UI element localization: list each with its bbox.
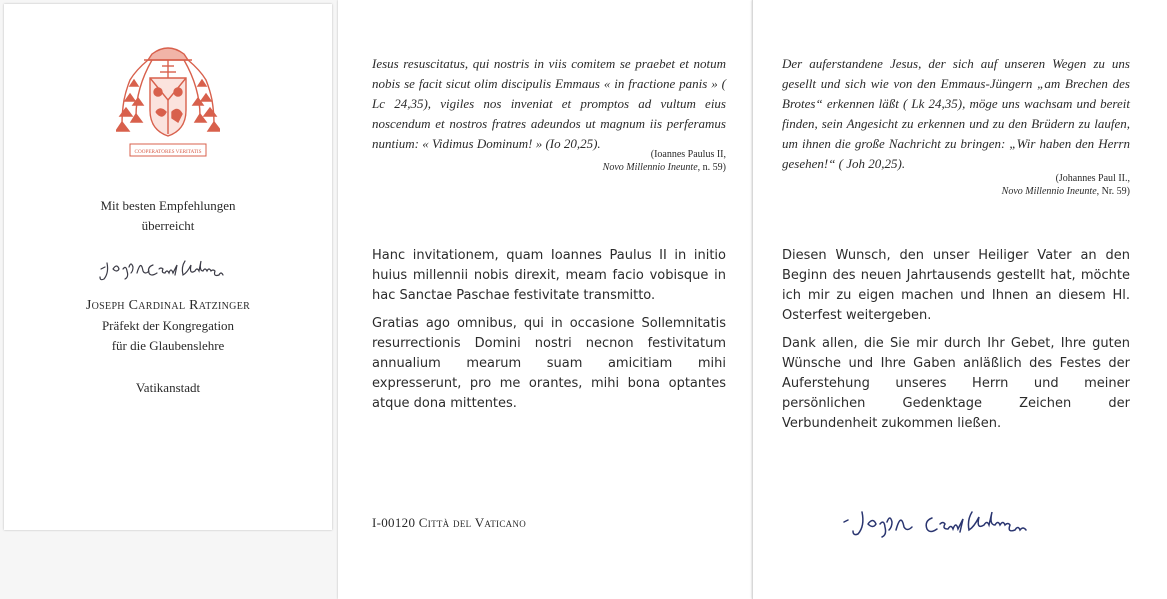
cardinal-block [4, 296, 332, 356]
german-quote: Der auferstandene Jesus, der sich auf unseren Wegen zu uns gesellt und sich wie von den Emmaus-Jüngern „am Brechen des Brotes“ erkennen läßt ( Lk 24,35), möge uns wachsam und bereit finden, sein Angesicht zu erkennen und zu den Brüdern zu laufen, um ihnen die große Nachricht zu bringen: „Wir haben den Herrn gesehen!“ ( Joh 20,25). [782, 56, 1130, 171]
latin-source-ref: , n. 59) [697, 162, 726, 173]
german-source-author: (Johannes Paul II., [1055, 173, 1130, 184]
latin-quote: Iesus resuscitatus, qui nostris in viis comitem se praebet et notum nobis se facit sicut olim discipulis Emmaus « in fractione panis » ( Lc 24,35), vigiles nos inveniat et promptos ad vultum eius noscendum et nostros fratres adeundos ut magnum iis perferamus nuntium: « Vidimus Dominum! » (Io 20,25). [372, 56, 726, 151]
cardinal-title-line-2: für die Glaubenslehre [111, 338, 225, 353]
german-paragraph-2: Dank allen, die Sie mir durch Ihr Gebet, Ihre guten Wünsche und Ihre Gaben anläßlich des Festes der Auferstehung unseres Herrn und meiner persönlichen Gedenktage Zeichen der Verbundenheit zukommen ließen. [782, 336, 1130, 431]
handwritten-signature-right [840, 506, 1060, 540]
german-source-work: Novo Millennio Ineunte [1001, 186, 1097, 197]
latin-source-work: Novo Millennio Ineunte [602, 162, 698, 173]
greeting-line-2: überreicht [141, 218, 195, 233]
city-label: Vatikanstadt [135, 380, 201, 395]
latin-paragraph-1: Hanc invitationem, quam Ioannes Paulus II in initio huius millennii nobis direxit, meam facio vobisque in hac Sanctae Paschae festivitate transmitto. [372, 248, 726, 303]
greeting-block [4, 196, 332, 236]
latin-quote-source [440, 148, 726, 174]
german-body [782, 246, 1130, 442]
fold-line [752, 0, 753, 599]
coat-of-arms-icon [116, 40, 220, 160]
coat-motto: COOPERATORES VERITATIS [134, 149, 202, 155]
latin-paragraph-2: Gratias ago omnibus, qui in occasione Sollemnitatis resurrectionis Domini nostri necnon festivitatum annualium mearum suam amicitiam mihi expresserunt, pro me orantes, mihi bona optantes atque dona mittentes. [372, 316, 726, 411]
handwritten-signature-left [95, 255, 235, 281]
cardinal-title-line-1: Präfekt der Kongregation [101, 318, 235, 333]
vatican-address: I-00120 Città del Vaticano [372, 515, 527, 530]
german-source-ref: , Nr. 59) [1096, 186, 1130, 197]
latin-body [372, 246, 726, 422]
german-quote-source [850, 172, 1130, 198]
cardinal-name: Joseph Cardinal Ratzinger [85, 298, 251, 313]
german-paragraph-1: Diesen Wunsch, den unser Heiliger Vater an den Beginn des neuen Jahrtausends gestellt hat, möchte ich mir zu eigen machen und Ihnen an diesem Hl. Osterfest weitergeben. [782, 248, 1130, 323]
latin-source-author: (Ioannes Paulus II, [650, 149, 726, 160]
greeting-line-1: Mit besten Empfehlungen [100, 198, 236, 213]
